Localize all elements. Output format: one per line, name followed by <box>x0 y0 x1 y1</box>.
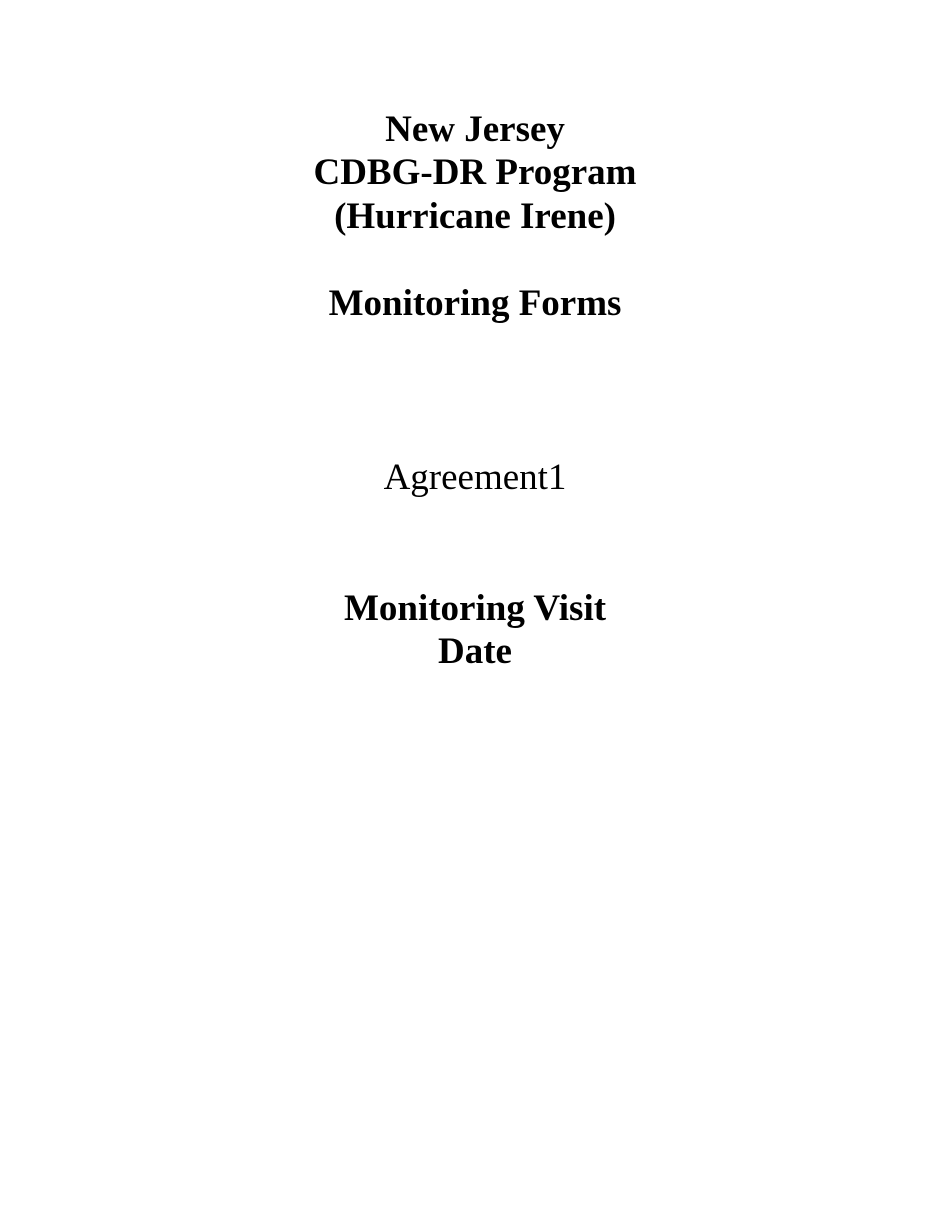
subtitle: Monitoring Forms <box>328 283 622 324</box>
visit-date-label-line-1: Monitoring Visit <box>343 588 607 629</box>
title-line-program: CDBG-DR Program <box>313 152 637 193</box>
title-line-event: (Hurricane Irene) <box>334 196 616 237</box>
visit-date-label-line-2: Date <box>438 631 512 672</box>
title-line-state: New Jersey <box>385 109 565 150</box>
agreement-field: Agreement1 <box>383 457 567 498</box>
